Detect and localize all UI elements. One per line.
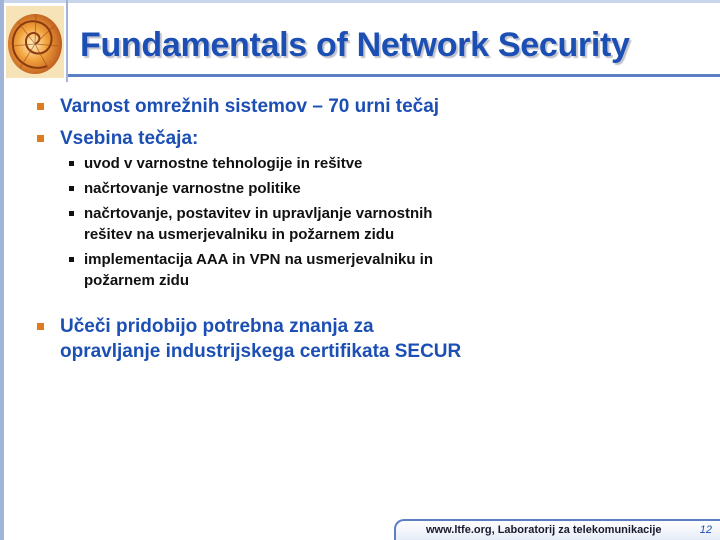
footer-link[interactable]: www.ltfe.org, Laboratorij za telekomunikacije (426, 524, 662, 536)
sub-bullet-item (60, 153, 476, 174)
sub-bullet-text: implementacija AAA in VPN na usmerjevalniku in požarnem zidu (84, 251, 433, 289)
bullet-text: Vsebina tečaja: (60, 128, 199, 149)
square-bullet-icon (69, 257, 74, 262)
sub-bullet-text: načrtovanje varnostne politike (84, 180, 301, 197)
sub-bullet-item (60, 178, 476, 199)
page-number: 12 (699, 524, 712, 536)
bullet-text: Učeči pridobijo potrebna znanja za opravljanje industrijskega certifikata SECUR (60, 316, 462, 362)
square-bullet-icon (69, 186, 74, 191)
bullet-text: Varnost omrežnih sistemov – 70 urni tečaj (60, 96, 440, 117)
square-bullet-icon (69, 161, 74, 166)
nautilus-shell-icon (6, 6, 64, 78)
frame-top-line (0, 0, 720, 3)
sub-bullet-list (60, 153, 476, 291)
bullet-item (36, 126, 476, 291)
title-underline (68, 74, 720, 77)
slide-content (36, 94, 476, 371)
slide-title: Fundamentals of Network Security (80, 26, 630, 64)
logo-divider (66, 0, 68, 82)
sub-bullet-text: uvod v varnostne tehnologije in rešitve (84, 155, 363, 172)
square-bullet-icon (37, 135, 44, 142)
sub-bullet-item (60, 203, 476, 245)
square-bullet-icon (69, 211, 74, 216)
sub-bullet-item (60, 249, 476, 291)
sub-bullet-text: načrtovanje, postavitev in upravljanje varnostnih rešitev na usmerjevalniku in požarnem zidu (84, 205, 433, 243)
bullet-item (36, 314, 476, 364)
square-bullet-icon (37, 103, 44, 110)
bullet-item (36, 94, 476, 119)
frame-left-line (0, 0, 4, 540)
spacer (36, 298, 476, 314)
square-bullet-icon (37, 323, 44, 330)
footer-bar (394, 519, 720, 540)
